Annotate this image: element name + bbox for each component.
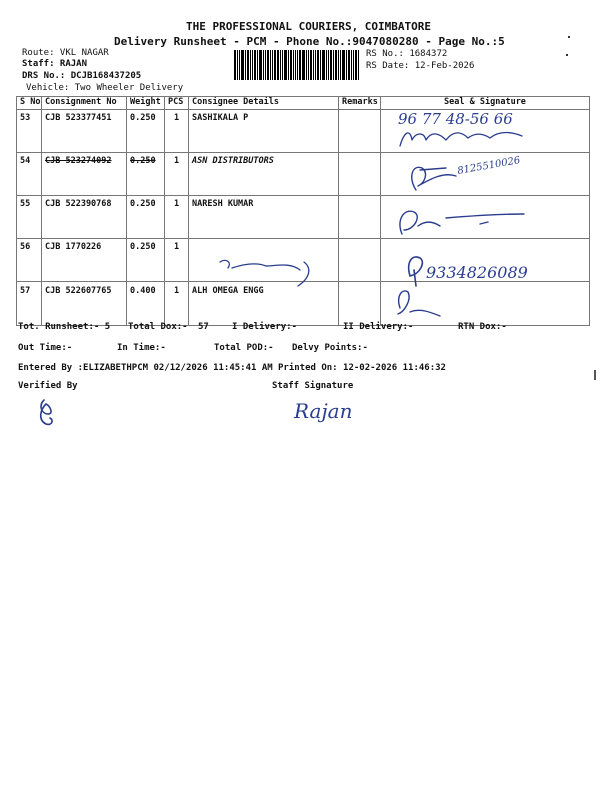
- barcode-bar: [338, 50, 339, 80]
- barcode-bar: [355, 50, 357, 80]
- col-seal-signature: Seal & Signature: [381, 97, 590, 110]
- staff-signature-label: Staff Signature: [272, 381, 354, 391]
- total-dox-label: Total Dox:-: [128, 322, 188, 332]
- barcode-bar: [326, 50, 327, 80]
- cell-consignee: [189, 239, 339, 282]
- cell-consignment: CJB 523377451: [42, 110, 127, 153]
- barcode-bar: [265, 50, 266, 80]
- barcode-bar: [348, 50, 350, 80]
- barcode-bar: [315, 50, 316, 80]
- cell-weight: 0.400: [127, 282, 165, 326]
- verified-by-signature: [41, 400, 52, 424]
- cell-remarks: [339, 239, 381, 282]
- handwritten-phone-2: 8125510026: [456, 155, 522, 177]
- table-row: [17, 282, 590, 326]
- barcode-bar: [351, 50, 352, 80]
- barcode-bar: [295, 50, 296, 80]
- tot-runsheet: Tot. Runsheet:- 5: [18, 322, 111, 332]
- cell-remarks: [339, 110, 381, 153]
- barcode-bar: [340, 50, 341, 80]
- cell-consignee: NARESH KUMAR: [189, 196, 339, 239]
- barcode-bar: [272, 50, 273, 80]
- barcode-bar: [282, 50, 283, 80]
- scan-speck: [566, 54, 568, 56]
- ii-delivery: II Delivery:-: [343, 322, 414, 332]
- barcode-bar: [274, 50, 276, 80]
- barcode-bar: [322, 50, 325, 80]
- barcode-bar: [277, 50, 279, 80]
- cell-pcs: 1: [165, 110, 189, 153]
- cell-consignment: CJB 523274092: [42, 153, 127, 196]
- barcode-bar: [263, 50, 264, 80]
- barcode-bar: [245, 50, 246, 80]
- cell-pcs: 1: [165, 153, 189, 196]
- cell-weight: 0.250: [127, 110, 165, 153]
- rs-number: RS No.: 1684372: [366, 49, 448, 59]
- handwritten-phone-3: 9334826089: [426, 263, 528, 282]
- table-row: [17, 110, 590, 153]
- drs-number: DRS No.: DCJB168437205: [22, 71, 142, 81]
- col-pcs: PCS: [165, 97, 189, 110]
- barcode-bar: [252, 50, 253, 80]
- barcode-bar: [254, 50, 256, 80]
- barcode-bar: [346, 50, 347, 80]
- printed-on: Printed On: 12-02-2026 11:46:32: [278, 363, 446, 373]
- delvy-points: Delvy Points:-: [292, 343, 368, 353]
- company-title: THE PROFESSIONAL COURIERS, COIMBATORE: [186, 20, 432, 33]
- barcode-bar: [234, 50, 236, 80]
- total-pod: Total POD:-: [214, 343, 274, 353]
- barcode-bar: [267, 50, 269, 80]
- barcode-image: [234, 50, 360, 80]
- cell-weight: 0.250: [127, 196, 165, 239]
- cell-signature: [381, 239, 590, 282]
- barcode-bar: [288, 50, 289, 80]
- rtn-dox: RTN Dox:-: [458, 322, 507, 332]
- vehicle-label: Vehicle: Two Wheeler Delivery: [26, 83, 184, 93]
- barcode-bar: [297, 50, 298, 80]
- staff-handwritten-signature: Rajan: [294, 399, 353, 423]
- cell-weight: 0.250: [127, 153, 165, 196]
- cell-consignment: CJB 1770226: [42, 239, 127, 282]
- in-time: In Time:-: [117, 343, 166, 353]
- i-delivery: I Delivery:-: [232, 322, 298, 332]
- staff-label: Staff: RAJAN: [22, 59, 88, 69]
- barcode-bar: [320, 50, 321, 80]
- verified-by-label: Verified By: [18, 381, 78, 391]
- cell-sno: 53: [17, 110, 42, 153]
- barcode-bar: [313, 50, 314, 80]
- table-row: [17, 153, 590, 196]
- barcode-bar: [270, 50, 271, 80]
- cell-remarks: [339, 196, 381, 239]
- cell-weight: 0.250: [127, 239, 165, 282]
- barcode-bar: [353, 50, 354, 80]
- cell-signature: [381, 110, 590, 153]
- barcode-bar: [306, 50, 307, 80]
- cell-consignee: ALH OMEGA ENGG: [189, 282, 339, 326]
- cell-signature: [381, 153, 590, 196]
- cell-signature: [381, 196, 590, 239]
- cell-remarks: [339, 282, 381, 326]
- col-consignment: Consignment No: [42, 97, 127, 110]
- barcode-bar: [250, 50, 251, 80]
- table-row: [17, 196, 590, 239]
- barcode-bar: [247, 50, 249, 80]
- cell-consignment: CJB 522607765: [42, 282, 127, 326]
- barcode-bar: [330, 50, 332, 80]
- barcode-bar: [290, 50, 292, 80]
- table-header-row: [17, 97, 590, 110]
- barcode-bar: [293, 50, 294, 80]
- barcode-bar: [284, 50, 287, 80]
- col-weight: Weight: [127, 97, 165, 110]
- barcode-bar: [328, 50, 329, 80]
- barcode-bar: [308, 50, 309, 80]
- barcode-bar: [317, 50, 319, 80]
- scan-speck: [594, 370, 596, 380]
- barcode-bar: [335, 50, 337, 80]
- barcode-bar: [257, 50, 258, 80]
- barcode-bar: [239, 50, 240, 80]
- barcode-bar: [259, 50, 262, 80]
- cell-consignee: ASN DISTRIBUTORS: [189, 153, 339, 196]
- entered-by: Entered By :ELIZABETHPCM 02/12/2026 11:45:41 AM: [18, 363, 273, 373]
- cell-consignment: CJB 522390768: [42, 196, 127, 239]
- total-dox-value: 57: [198, 322, 209, 332]
- cell-pcs: 1: [165, 239, 189, 282]
- cell-sno: 56: [17, 239, 42, 282]
- cell-sno: 54: [17, 153, 42, 196]
- cell-remarks: [339, 153, 381, 196]
- rs-date: RS Date: 12-Feb-2026: [366, 61, 475, 71]
- col-remarks: Remarks: [339, 97, 381, 110]
- route-label: Route: VKL NAGAR: [22, 48, 109, 58]
- out-time: Out Time:-: [18, 343, 73, 353]
- barcode-bar: [358, 50, 359, 80]
- cell-signature: [381, 282, 590, 326]
- barcode-bar: [333, 50, 334, 80]
- handwritten-phone-1: 96 77 48-56 66: [398, 110, 513, 128]
- barcode-bar: [280, 50, 281, 80]
- barcode-bar: [302, 50, 305, 80]
- cell-sno: 57: [17, 282, 42, 326]
- col-sno: S No: [17, 97, 42, 110]
- barcode-bar: [241, 50, 244, 80]
- cell-pcs: 1: [165, 282, 189, 326]
- runsheet-subtitle: Delivery Runsheet - PCM - Phone No.:9047080280 - Page No.:5: [114, 35, 505, 48]
- col-consignee: Consignee Details: [189, 97, 339, 110]
- cell-sno: 55: [17, 196, 42, 239]
- table-row: [17, 239, 590, 282]
- cell-pcs: 1: [165, 196, 189, 239]
- cell-consignee: SASHIKALA P: [189, 110, 339, 153]
- scan-speck: [568, 36, 570, 38]
- barcode-bar: [310, 50, 312, 80]
- barcode-bar: [299, 50, 301, 80]
- runsheet-table: [16, 96, 590, 326]
- barcode-bar: [237, 50, 238, 80]
- barcode-bar: [342, 50, 345, 80]
